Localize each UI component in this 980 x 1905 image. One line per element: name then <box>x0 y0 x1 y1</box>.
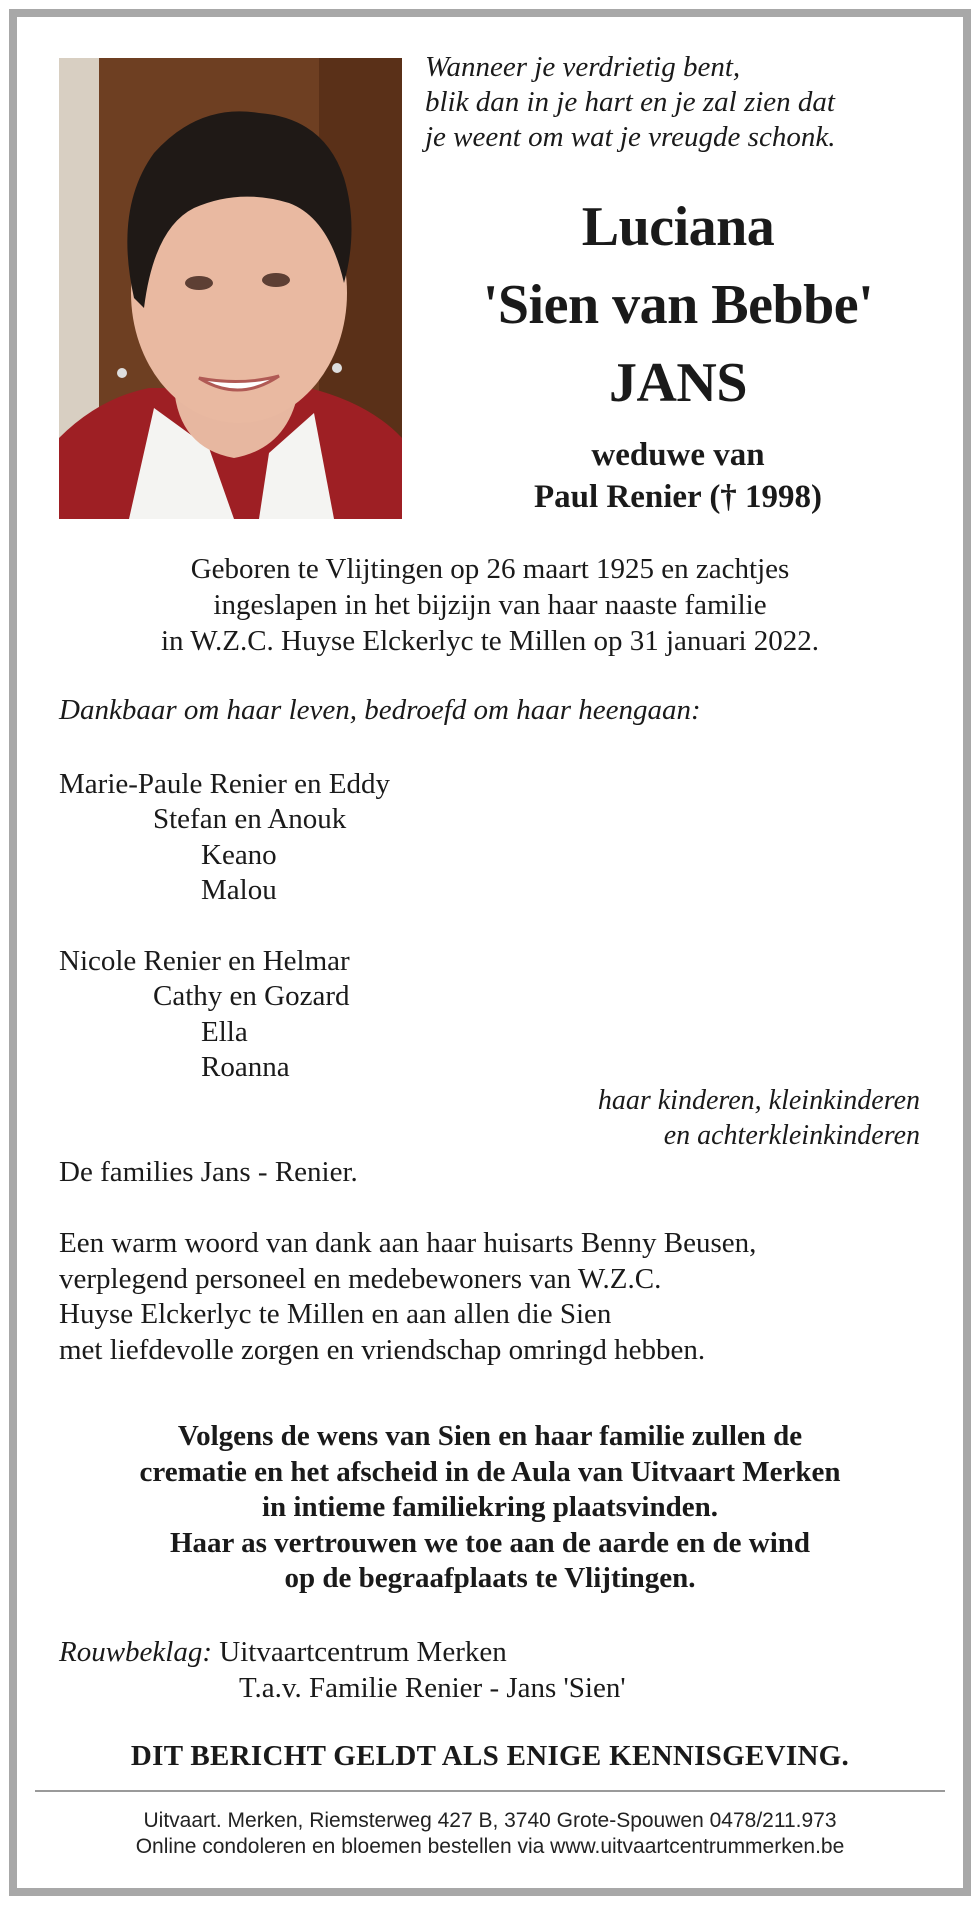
born-line: Geboren te Vlijtingen op 26 maart 1925 en zachtjes <box>190 553 790 585</box>
wish-line: op de begraafplaats te Vlijtingen. <box>284 1562 696 1594</box>
family-member: Stefan en Anouk <box>153 803 347 835</box>
condolence-line: Uitvaartcentrum Merken <box>219 1636 507 1668</box>
deceased-name <box>428 188 928 422</box>
family-member: Marie-Paule Renier en Eddy <box>59 768 390 800</box>
family-member: Keano <box>201 839 277 871</box>
family-member: Nicole Renier en Helmar <box>59 945 350 977</box>
footer <box>35 1808 945 1860</box>
family-member: Cathy en Gozard <box>153 980 350 1012</box>
portrait-image <box>59 58 402 519</box>
footer-divider <box>35 1790 945 1792</box>
footer-address: Uitvaart. Merken, Riemsterweg 427 B, 3740 Grote-Spouwen 0478/211.973 <box>143 1809 837 1832</box>
wish-line: Haar as vertrouwen we toe aan de aarde en de wind <box>169 1526 811 1559</box>
widow-of <box>458 434 898 518</box>
condolence-line: T.a.v. Familie Renier - Jans 'Sien' <box>239 1671 626 1704</box>
poem-line: blik dan in je hart en je zal zien dat <box>425 86 835 118</box>
thanks-line: Een warm woord van dank aan haar huisarts Benny Beusen, <box>59 1227 757 1259</box>
funeral-wish <box>60 1419 920 1597</box>
thanks-line: verplegend personeel en medebewoners van W.Z.C. <box>59 1262 662 1295</box>
born-line: ingeslapen in het bijzijn van haar naaste familie <box>213 589 767 621</box>
spouse-name: Paul Renier († 1998) <box>533 479 823 515</box>
thanks-line: Huyse Elckerlyc te Millen en aan allen die Sien <box>59 1298 612 1330</box>
last-name: JANS <box>608 352 748 414</box>
family-member: Roanna <box>201 1051 290 1083</box>
wish-line: crematie en het afscheid in de Aula van Uitvaart Merken <box>139 1455 841 1488</box>
portrait-photo <box>59 58 402 519</box>
family-member: Ella <box>201 1016 248 1048</box>
nickname: 'Sien van Bebbe' <box>482 274 874 336</box>
footer-website[interactable]: Online condoleren en bloemen bestellen via www.uitvaartcentrummerken.be <box>135 1835 845 1858</box>
first-name: Luciana <box>581 196 775 258</box>
thanks-intro: Dankbaar om haar leven, bedroefd om haar heengaan: <box>59 694 701 726</box>
notice-statement: DIT BERICHT GELDT ALS ENIGE KENNISGEVING. <box>130 1740 850 1772</box>
poem-line: Wanneer je verdrietig bent, <box>425 51 741 83</box>
poem <box>425 50 945 155</box>
thanks-line: met liefdevolle zorgen en vriendschap omringd hebben. <box>59 1333 706 1366</box>
relation-line: haar kinderen, kleinkinderen <box>597 1085 920 1116</box>
family-member: Malou <box>201 874 277 906</box>
wish-line: in intieme familiekring plaatsvinden. <box>262 1491 718 1523</box>
relation-note <box>598 1083 920 1153</box>
widow-label: weduwe van <box>591 437 765 473</box>
families-line: De families Jans - Renier. <box>59 1156 358 1188</box>
poem-line: je weent om wat je vreugde schonk. <box>425 121 836 153</box>
relation-line: en achterkleinkinderen <box>663 1120 920 1151</box>
born-line: in W.Z.C. Huyse Elckerlyc te Millen op 31 januari 2022. <box>160 625 820 657</box>
condolence-address <box>59 1635 626 1706</box>
condolence-label: Rouwbeklag: <box>59 1636 213 1668</box>
thanks-paragraph <box>59 1226 756 1368</box>
wish-line: Volgens de wens van Sien en haar familie zullen de <box>177 1420 803 1452</box>
birth-death-text <box>60 551 920 659</box>
